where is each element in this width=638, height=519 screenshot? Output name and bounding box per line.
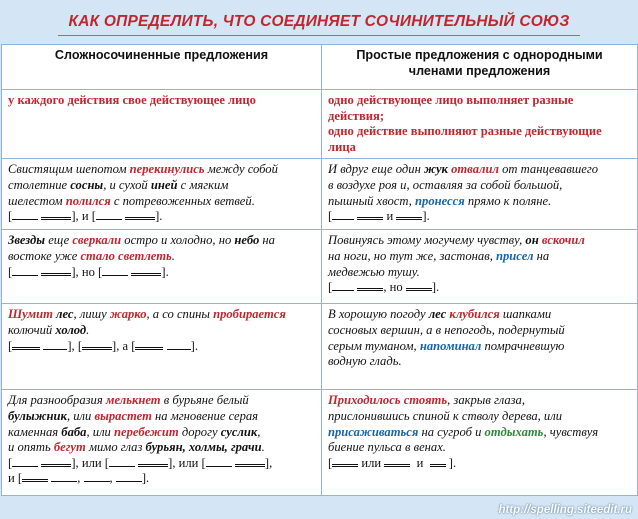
rule-simple: одно действующее лицо выполняет разные действия; одно действие выполняют разные действующие лица (322, 90, 638, 159)
sentence-scheme: и [ , , ]. (8, 471, 150, 486)
example-row (2, 159, 638, 230)
example-simple-1: И вдруг еще один жук отвалил от танцевавшего в воздухе роя и, оставляя за собой большой, пышный хвост, пронесся прямо к поляне. [ и ]. (322, 159, 638, 230)
example-compound-3: Шумит лес, лишу жарко, а со спины пробирается колючий холод. [ ], [ ], а [ ]. (2, 304, 322, 390)
title-underline (58, 35, 580, 36)
sentence-scheme: [ ], [ ], а [ ]. (8, 338, 198, 353)
example-compound-4: Для разнообразия мелькнет в бурьяне белый булыжник, или вырастет на мгновение серая каменная баба, или перебежит дорогу суслик, и опять бегут мимо глаз бурьян, холмы, грачи. [ ], или [ ], или [ ], и [ , , ]. (2, 390, 322, 496)
sentence-scheme: [ ], но [ ]. (8, 264, 169, 279)
rule-row (2, 90, 638, 159)
header-compound-sentences: Сложносочиненные предложения (2, 45, 322, 90)
header-simple-sentences: Простые предложения с однородными членами предложения (322, 45, 638, 90)
example-compound-1: Свистящим шепотом перекинулись между собой столетние сосны, и сухой иней с мягким шелестом полился с потревоженных ветвей. [ ], и [ ]. (2, 159, 322, 230)
table-header-row (2, 45, 638, 90)
sentence-scheme: [ ], или [ ], или [ ], (8, 455, 273, 470)
rule-compound: у каждого действия свое действующее лицо (2, 90, 322, 159)
sentence-scheme: [ или и ]. (328, 455, 457, 470)
site-watermark: http://spelling.siteedit.ru (498, 504, 632, 516)
example-row (2, 390, 638, 496)
sentence-scheme: [ , но ]. (328, 280, 440, 295)
example-row (2, 304, 638, 390)
comparison-table (1, 44, 638, 496)
page-title: КАК ОПРЕДЕЛИТЬ, ЧТО СОЕДИНЯЕТ СОЧИНИТЕЛЬНЫЙ СОЮЗ (68, 13, 570, 30)
example-row (2, 230, 638, 304)
example-compound-2: Звезды еще сверкали остро и холодно, но небо на востоке уже стало светлеть. [ ], но [ ]. (2, 230, 322, 304)
example-simple-3: В хорошую погоду лес клубился шапками сосновых вершин, а в непогодь, подернутый серым туманом, напоминал помрачневшую водную гладь. (322, 304, 638, 390)
example-simple-2: Повинуясь этому могучему чувству, он вскочил на ноги, но тут же, застонав, присел на медвежью тушу. [ , но ]. (322, 230, 638, 304)
sentence-scheme: [ ], и [ ]. (8, 209, 163, 224)
sentence-scheme: [ и ]. (328, 209, 430, 224)
example-simple-4: Приходилось стоять, закрыв глаза, прислонившись спиной к стволу дерева, или присаживаться на сугроб и отдыхать, чувствуя биение пульса в венах. [ или и ]. (322, 390, 638, 496)
